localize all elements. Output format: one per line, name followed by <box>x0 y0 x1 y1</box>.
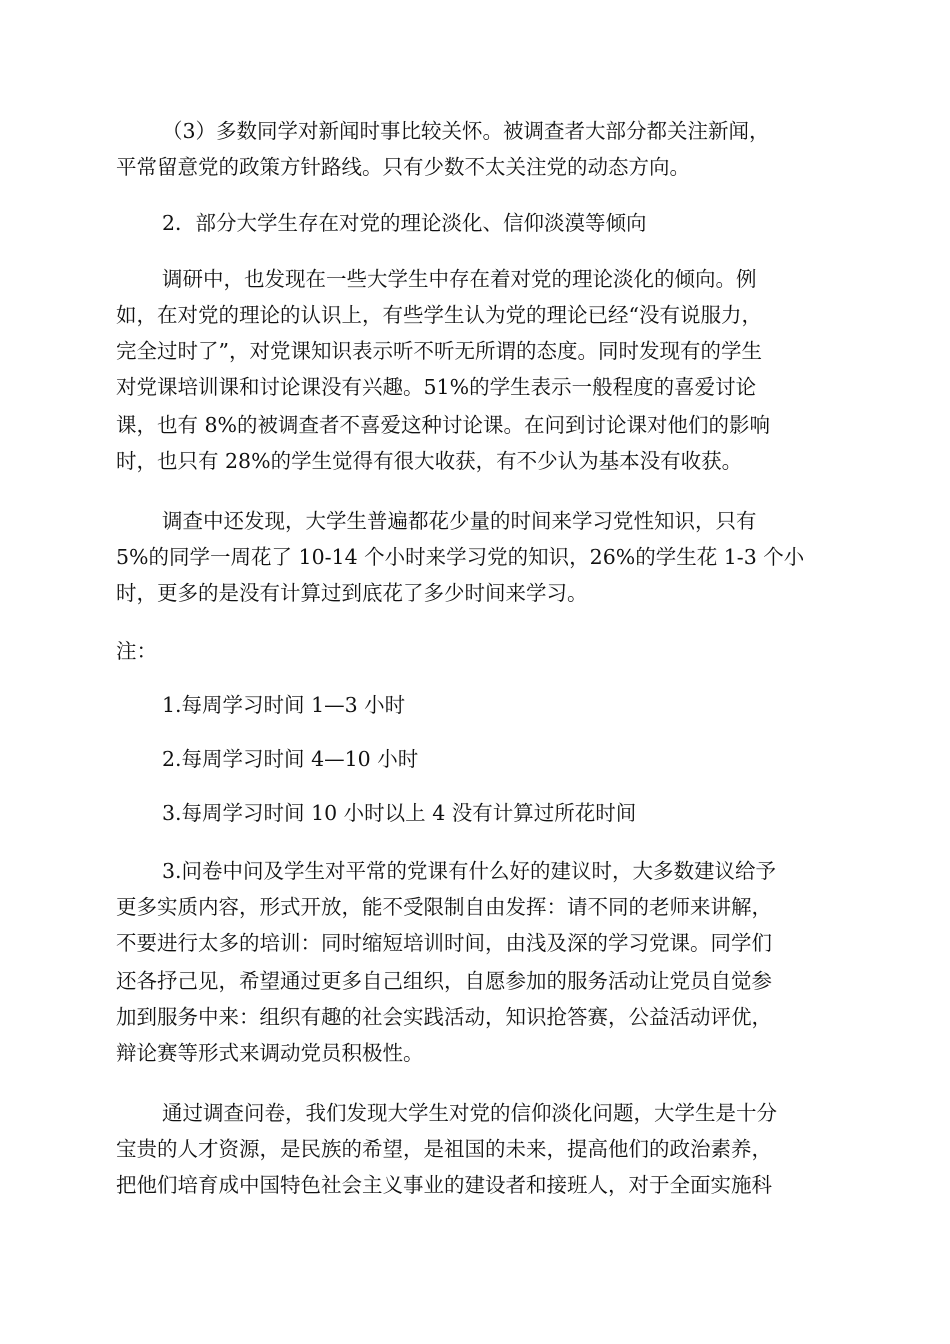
text-line: 对党课培训课和讨论课没有兴趣。51%的学生表示一般程度的喜爱讨论 <box>116 375 757 399</box>
text-line: 更多实质内容，形式开放，能不受限制自由发挥：请不同的老师来讲解， <box>116 895 772 919</box>
text-line: 通过调查问卷，我们发现大学生对党的信仰淡化问题，大学生是十分 <box>162 1101 777 1125</box>
text-line: 完全过时了”，对党课知识表示听不听无所谓的态度。同时发现有的学生 <box>116 339 762 363</box>
text-line: 把他们培育成中国特色社会主义事业的建设者和接班人，对于全面实施科 <box>116 1173 772 1197</box>
text-line: 时，更多的是没有计算过到底花了多少时间来学习。 <box>116 581 588 605</box>
note-item: 3.每周学习时间 10 小时以上 4 没有计算过所花时间 <box>162 801 637 825</box>
text-line: 3.问卷中问及学生对平常的党课有什么好的建议时，大多数建议给予 <box>162 859 777 883</box>
text-line: 时，也只有 28%的学生觉得有很大收获，有不少认为基本没有收获。 <box>116 449 743 473</box>
text-line: 辩论赛等形式来调动党员积极性。 <box>116 1041 424 1065</box>
note-label: 注： <box>116 639 157 663</box>
text-line: 加到服务中来：组织有趣的社会实践活动，知识抢答赛，公益活动评优， <box>116 1005 772 1029</box>
text-line: 调查中还发现，大学生普遍都花少量的时间来学习党性知识，只有 <box>162 509 757 533</box>
text-line: 调研中，也发现在一些大学生中存在着对党的理论淡化的倾向。例 <box>162 267 757 291</box>
text-line: 不要进行太多的培训：同时缩短培训时间，由浅及深的学习党课。同学们 <box>116 931 772 955</box>
note-item: 2.每周学习时间 4—10 小时 <box>162 747 419 771</box>
text-line: 5%的同学一周花了 10-14 个小时来学习党的知识，26%的学生花 1-3 个小 <box>116 545 805 569</box>
section-heading: 2．部分大学生存在对党的理论淡化、信仰淡漠等倾向 <box>162 211 647 235</box>
text-line: 平常留意党的政策方针路线。只有少数不太关注党的动态方向。 <box>116 155 690 179</box>
note-item: 1.每周学习时间 1—3 小时 <box>162 693 406 717</box>
text-line: 如，在对党的理论的认识上，有些学生认为党的理论已经“没有说服力， <box>116 303 762 327</box>
text-line: 课，也有 8%的被调查者不喜爱这种讨论课。在问到讨论课对他们的影响 <box>116 413 771 437</box>
text-line: （3）多数同学对新闻时事比较关怀。被调查者大部分都关注新闻， <box>162 119 770 143</box>
text-line: 还各抒己见，希望通过更多自己组织，自愿参加的服务活动让党员自觉参 <box>116 969 772 993</box>
text-line: 宝贵的人才资源，是民族的希望，是祖国的未来，提高他们的政治素养， <box>116 1137 772 1161</box>
